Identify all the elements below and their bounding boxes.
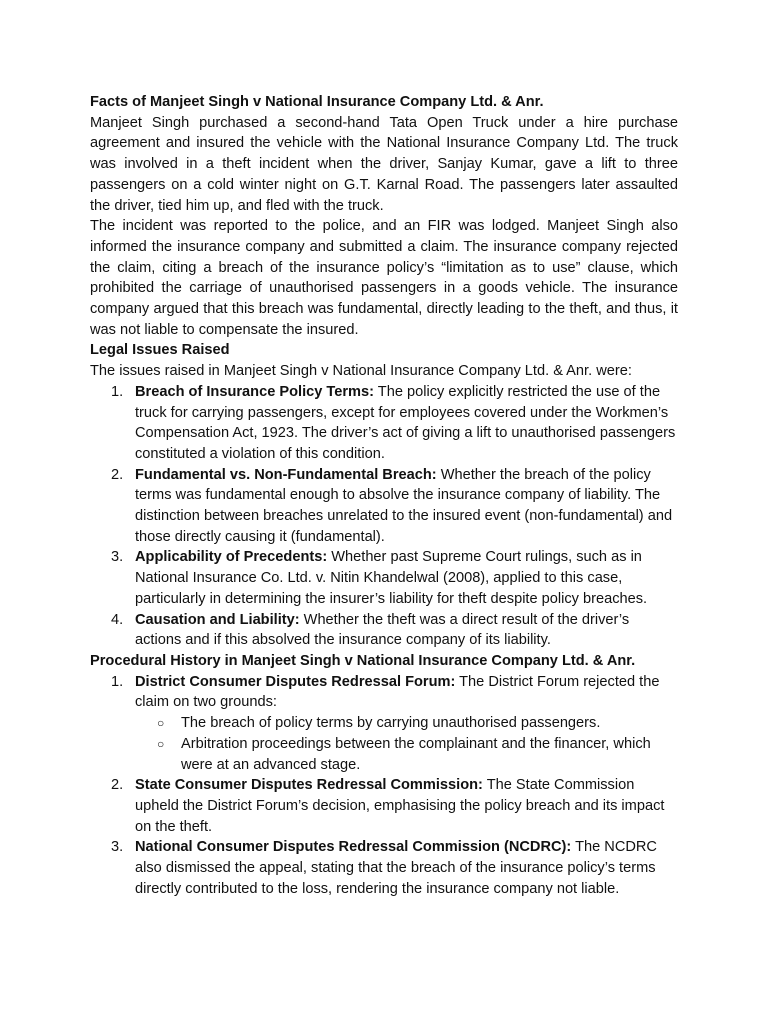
legal-issues-heading: Legal Issues Raised [90, 342, 230, 359]
list-number: 1. [111, 383, 124, 400]
list-number: 2. [111, 777, 124, 794]
list-number: 4. [111, 611, 124, 628]
hollow-bullet-icon: ○ [157, 736, 165, 751]
item-text: The NCDRC also dismissed the appeal, stating that the breach of the insurance policy’s terms directly contributed to the loss, rendering the insurance company not liable. [135, 839, 657, 897]
sub-list-item [135, 734, 678, 775]
list-number: 1. [111, 673, 124, 690]
legal-issues-intro: The issues raised in Manjeet Singh v National Insurance Company Ltd. & Anr. were: [90, 363, 632, 380]
procedural-history-heading: Procedural History in Manjeet Singh v National Insurance Company Ltd. & Anr. [90, 652, 636, 669]
list-item [90, 382, 678, 465]
procedural-history-list [90, 672, 678, 900]
sub-item-text: Arbitration proceedings between the complainant and the financer, which were at an advanced stage. [181, 735, 651, 773]
item-title: Fundamental vs. Non-Fundamental Breach: [135, 466, 437, 483]
facts-heading: Facts of Manjeet Singh v National Insurance Company Ltd. & Anr. [90, 94, 544, 110]
sub-list-item [135, 713, 678, 734]
facts-paragraph-2: The incident was reported to the police, and an FIR was lodged. Manjeet Singh also informed the insurance company and submitted a claim. The insurance company rejected the claim, citing a breach of the insurance policy’s “limitation as to use” clause, which prohibited the carriage of unauthorised passengers in a goods vehicle. The insurance company argued that this breach was fundamental, directly leading to the theft, and thus, it was not liable to compensate the insured. [90, 218, 678, 338]
item-title: Applicability of Precedents: [135, 549, 328, 566]
item-title: National Consumer Disputes Redressal Commission (NCDRC): [135, 839, 572, 856]
item-title: District Consumer Disputes Redressal Forum: [135, 673, 456, 690]
list-item [90, 547, 678, 609]
list-item [90, 465, 678, 548]
item-text: The policy explicitly restricted the use of the truck for carrying passengers, except for employees covered under the Workmen’s Compensation Act, 1923. The driver’s act of giving a lift to unauthorised passengers constituted a violation of this condition. [135, 383, 676, 462]
item-title: Causation and Liability: [135, 611, 300, 628]
item-text: Whether the breach of the policy terms was fundamental enough to absolve the insurance company of liability. The distinction between breaches unrelated to the insured event (non-fundamental) and those directly causing it (fundamental). [135, 466, 673, 545]
list-number: 3. [111, 549, 124, 566]
list-item [90, 837, 678, 899]
document-page [90, 92, 678, 899]
list-item [90, 610, 678, 651]
item-title: State Consumer Disputes Redressal Commission: [135, 777, 483, 794]
legal-issues-list [90, 382, 678, 651]
list-item [90, 775, 678, 837]
facts-paragraph-1: Manjeet Singh purchased a second-hand Tata Open Truck under a hire purchase agreement and insured the vehicle with the National Insurance Company Ltd. The truck was involved in a theft incident when the driver, Sanjay Kumar, gave a lift to three passengers on a cold winter night on G.T. Karnal Road. The passengers later assaulted the driver, tied him up, and fled with the truck. [90, 114, 678, 214]
item-text: Whether the theft was a direct result of the driver’s actions and if this absolved the insurance company of its liability. [135, 611, 630, 649]
item-text: The State Commission upheld the District Forum’s decision, emphasising the policy breach and its impact on the theft. [135, 777, 665, 835]
list-number: 2. [111, 466, 124, 483]
item-text: Whether past Supreme Court rulings, such as in National Insurance Co. Ltd. v. Nitin Khandelwal (2008), applied to this case, particularly in determining the insurer’s liability for theft despite policy breaches. [135, 549, 648, 607]
hollow-bullet-icon: ○ [157, 716, 165, 731]
item-text: The District Forum rejected the claim on two grounds: [135, 673, 660, 711]
list-item [90, 672, 678, 776]
list-number: 3. [111, 839, 124, 856]
sub-item-text: The breach of policy terms by carrying unauthorised passengers. [181, 715, 601, 732]
sub-list [135, 713, 678, 775]
item-title: Breach of Insurance Policy Terms: [135, 383, 374, 400]
